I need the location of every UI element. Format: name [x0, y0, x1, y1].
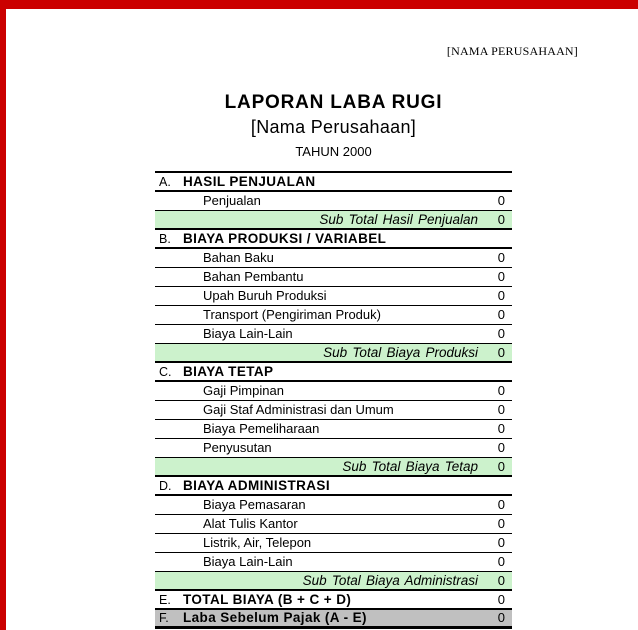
- row-label: BIAYA PRODUKSI / VARIABEL: [183, 230, 387, 246]
- row-value: 0: [497, 193, 505, 208]
- row-label: Laba Sebelum Pajak (A - E): [183, 610, 367, 625]
- row-value: 0: [497, 307, 505, 322]
- table-row-item: [155, 249, 512, 268]
- row-value: 0: [497, 554, 505, 569]
- row-label: Alat Tulis Kantor: [203, 516, 298, 531]
- row-value: 0: [497, 458, 505, 474]
- table-row-item: [155, 515, 512, 534]
- title-block: [155, 92, 512, 159]
- table-row-item: [155, 268, 512, 287]
- row-value: 0: [497, 383, 505, 398]
- table-row-item: [155, 496, 512, 515]
- report-title: LAPORAN LABA RUGI: [224, 92, 443, 113]
- table-row-total-e: [155, 591, 512, 610]
- row-value: 0: [497, 516, 505, 531]
- row-label: Sub Total Biaya Administrasi: [302, 572, 478, 588]
- row-value: 0: [497, 211, 505, 227]
- row-value: 0: [497, 610, 505, 625]
- row-label: HASIL PENJUALAN: [183, 173, 316, 189]
- row-value: 0: [497, 250, 505, 265]
- table-row-section-a: [155, 173, 512, 192]
- table-row-item: [155, 420, 512, 439]
- row-label: Biaya Lain-Lain: [203, 554, 293, 569]
- row-label: Upah Buruh Produksi: [203, 288, 327, 303]
- row-letter: F.: [159, 611, 169, 625]
- table-row-item: [155, 306, 512, 325]
- row-label: Listrik, Air, Telepon: [203, 535, 312, 550]
- row-label: TOTAL BIAYA (B + C + D): [183, 591, 352, 607]
- row-letter: E.: [159, 592, 171, 607]
- report-year: TAHUN 2000: [295, 144, 372, 159]
- row-label: Sub Total Hasil Penjualan: [319, 211, 478, 227]
- table-row-item: [155, 534, 512, 553]
- row-letter: C.: [159, 364, 172, 379]
- row-letter: D.: [159, 478, 172, 493]
- table-row-section-d: [155, 477, 512, 496]
- row-label: Penjualan: [203, 193, 261, 208]
- row-letter: A.: [159, 174, 171, 189]
- income-statement-table: [155, 171, 512, 629]
- row-value: 0: [497, 572, 505, 588]
- row-label: Biaya Pemeliharaan: [203, 421, 320, 436]
- row-value: 0: [497, 344, 505, 360]
- row-value: 0: [497, 402, 505, 417]
- table-row-item: [155, 553, 512, 572]
- red-top-edge-bar: [0, 0, 638, 9]
- row-value: 0: [497, 421, 505, 436]
- row-value: 0: [497, 591, 505, 607]
- row-label: BIAYA TETAP: [183, 363, 274, 379]
- row-label: Gaji Pimpinan: [203, 383, 284, 398]
- row-value: 0: [497, 288, 505, 303]
- table-row-section-c: [155, 363, 512, 382]
- row-value: 0: [497, 535, 505, 550]
- table-row-subtotal: [155, 572, 512, 591]
- table-row-section-b: [155, 230, 512, 249]
- row-label: Penyusutan: [203, 440, 272, 455]
- row-value: 0: [497, 326, 505, 341]
- table-row-item: [155, 382, 512, 401]
- table-row-subtotal: [155, 458, 512, 477]
- row-label: Biaya Pemasaran: [203, 497, 306, 512]
- row-letter: B.: [159, 231, 171, 246]
- table-row-item: [155, 287, 512, 306]
- row-label: Sub Total Biaya Tetap: [342, 458, 478, 474]
- row-label: Gaji Staf Administrasi dan Umum: [203, 402, 394, 417]
- table-row-subtotal: [155, 344, 512, 363]
- table-row-item: [155, 439, 512, 458]
- row-label: Biaya Lain-Lain: [203, 326, 293, 341]
- row-label: Sub Total Biaya Produksi: [323, 344, 478, 360]
- table-row-item: [155, 192, 512, 211]
- red-left-edge-bar: [0, 0, 6, 630]
- row-value: 0: [497, 269, 505, 284]
- table-row-item: [155, 401, 512, 420]
- table-row-final-f: [155, 610, 512, 629]
- table-row-item: [155, 325, 512, 344]
- table-row-subtotal: [155, 211, 512, 230]
- row-label: BIAYA ADMINISTRASI: [183, 477, 330, 493]
- row-value: 0: [497, 440, 505, 455]
- company-name-header: [NAMA PERUSAHAAN]: [446, 44, 578, 58]
- row-label: Bahan Baku: [203, 250, 274, 265]
- row-value: 0: [497, 497, 505, 512]
- row-label: Bahan Pembantu: [203, 269, 304, 284]
- row-label: Transport (Pengiriman Produk): [203, 307, 381, 322]
- company-name-subtitle: [Nama Perusahaan]: [250, 117, 417, 137]
